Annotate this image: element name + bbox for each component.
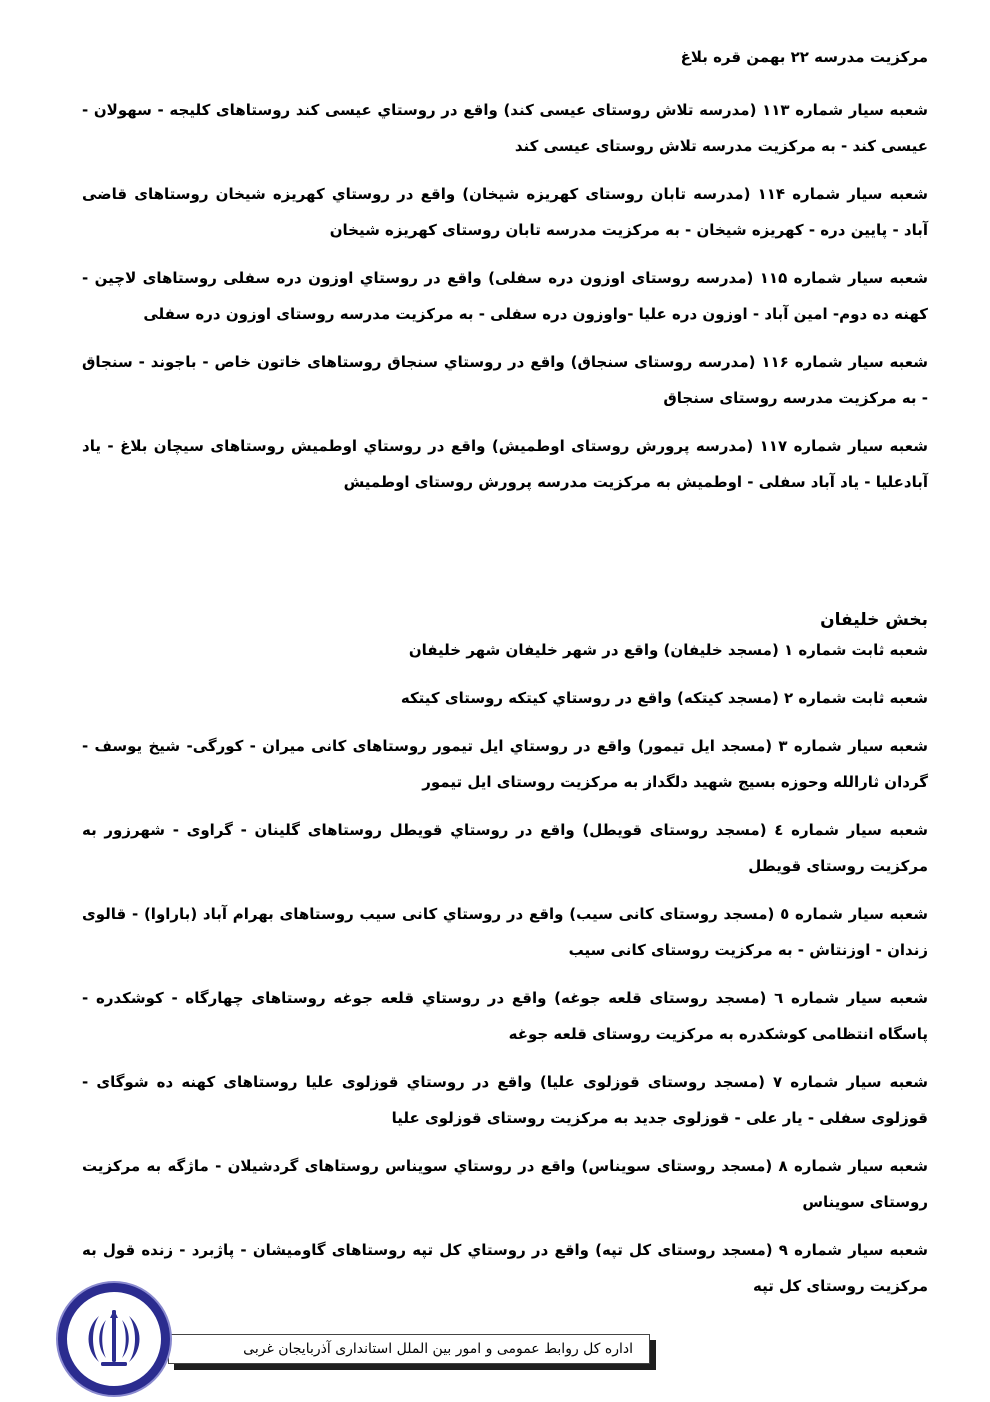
- paragraph: شعبه سیار شماره ۹ (مسجد روستای کل تپه) واقع در روستاي کل تپه روستاهای گاومیشان - پاژبرد - زنده قول به مرکزیت روستای کل تپه: [82, 1241, 928, 1295]
- intro-line: مرکزیت مدرسه ۲۲ بهمن قره بلاغ: [680, 48, 928, 66]
- paragraph: شعبه سیار شماره ٤ (مسجد روستای قویطل) واقع در روستاي قویطل روستاهای گلینان - گراوی - شهرزور به مرکزیت روستای قویطل: [82, 821, 928, 875]
- footer-text: اداره کل روابط عمومی و امور بین الملل استانداری آذربایجان غربی: [243, 1341, 633, 1357]
- paragraph: شعبه سیار شماره ۱۱۴ (مدرسه تابان روستای کهریزه شیخان) واقع در روستاي کهریزه شیخان روستاهای قاضی آباد - پایین دره - کهریزه شیخان - به مرکزیت مدرسه تابان روستای کهریزه شیخان: [82, 185, 928, 239]
- paragraph: شعبه سیار شماره ۷ (مسجد روستای قوزلوی علیا) واقع در روستاي قوزلوی علیا روستاهای کهنه ده شوگای - قوزلوی سفلی - یار علی - قوزلوی جدید به مرکزیت روستای قوزلوی علیا: [82, 1073, 928, 1127]
- paragraph: شعبه سیار شماره ۱۱۶ (مدرسه روستای سنجاق) واقع در روستاي سنجاق روستاهای خاتون خاص - باجوند - سنجاق - به مرکزیت مدرسه روستای سنجاق: [82, 353, 928, 407]
- paragraph: شعبه سیار شماره ۱۱۵ (مدرسه روستای اوزون دره سفلی) واقع در روستاي اوزون دره سفلی روستاهای لاچین - کهنه ده دوم- امین آباد - اوزون دره علیا -واوزون دره سفلی - به مرکزیت مدرسه روستای اوزون دره سفلی: [82, 269, 928, 323]
- section-heading: بخش خلیفان: [820, 610, 928, 630]
- paragraph: شعبه سیار شماره ۱۱۷ (مدرسه پرورش روستای اوطمیش) واقع در روستاي اوطمیش روستاهای سیچان بلاغ - یاد آبادعلیا - یاد آباد سفلی - اوطمیش به مرکزیت مدرسه پرورش روستای اوطمیش: [82, 437, 928, 491]
- footer: [58, 1283, 658, 1393]
- paragraph: شعبه سیار شماره ۳ (مسجد ایل تیمور) واقع در روستاي ایل تیمور روستاهای کانی میران - کورگی- شیخ یوسف - گردان ثارالله وحوزه بسیج شهید دلگداز به مرکزیت روستای ایل تیمور: [82, 737, 928, 791]
- paragraph: شعبه ثابت شماره ۱ (مسجد خلیفان) واقع در شهر خلیفان شهر خلیفان: [408, 641, 928, 659]
- paragraph: شعبه سیار شماره ٦ (مسجد روستای قلعه جوغه) واقع در روستاي قلعه جوغه روستاهای چهارگاه - کوشکدره - پاسگاه انتظامی کوشکدره به مرکزیت روستای قلعه جوغه: [82, 989, 928, 1043]
- paragraph: شعبه ثابت شماره ۲ (مسجد کیتکه) واقع در روستاي کیتکه روستای کیتکه: [400, 689, 928, 707]
- paragraph: شعبه سیار شماره ۱۱۳ (مدرسه تلاش روستای عیسی کند) واقع در روستاي عیسی کند روستاهای کلیجه - سهولان - عیسی کند - به مرکزیت مدرسه تلاش روستای عیسی کند: [82, 101, 928, 155]
- paragraph: شعبه سیار شماره ۸ (مسجد روستای سویناس) واقع در روستاي سویناس روستاهای گردشیلان - ماژگه به مرکزیت روستای سویناس: [82, 1157, 928, 1211]
- footer-banner: [168, 1334, 650, 1364]
- iran-emblem-icon: [58, 1283, 170, 1395]
- paragraph-list-top: [82, 92, 928, 500]
- paragraph-list-section: [82, 632, 928, 1304]
- document-body: [82, 44, 928, 1316]
- paragraph: شعبه سیار شماره ٥ (مسجد روستای کانی سیب) واقع در روستاي کانی سیب روستاهای بهرام آباد (باراوا) - قالوی زندان - اوزنتاش - به مرکزیت روستای کانی سیب: [82, 905, 928, 959]
